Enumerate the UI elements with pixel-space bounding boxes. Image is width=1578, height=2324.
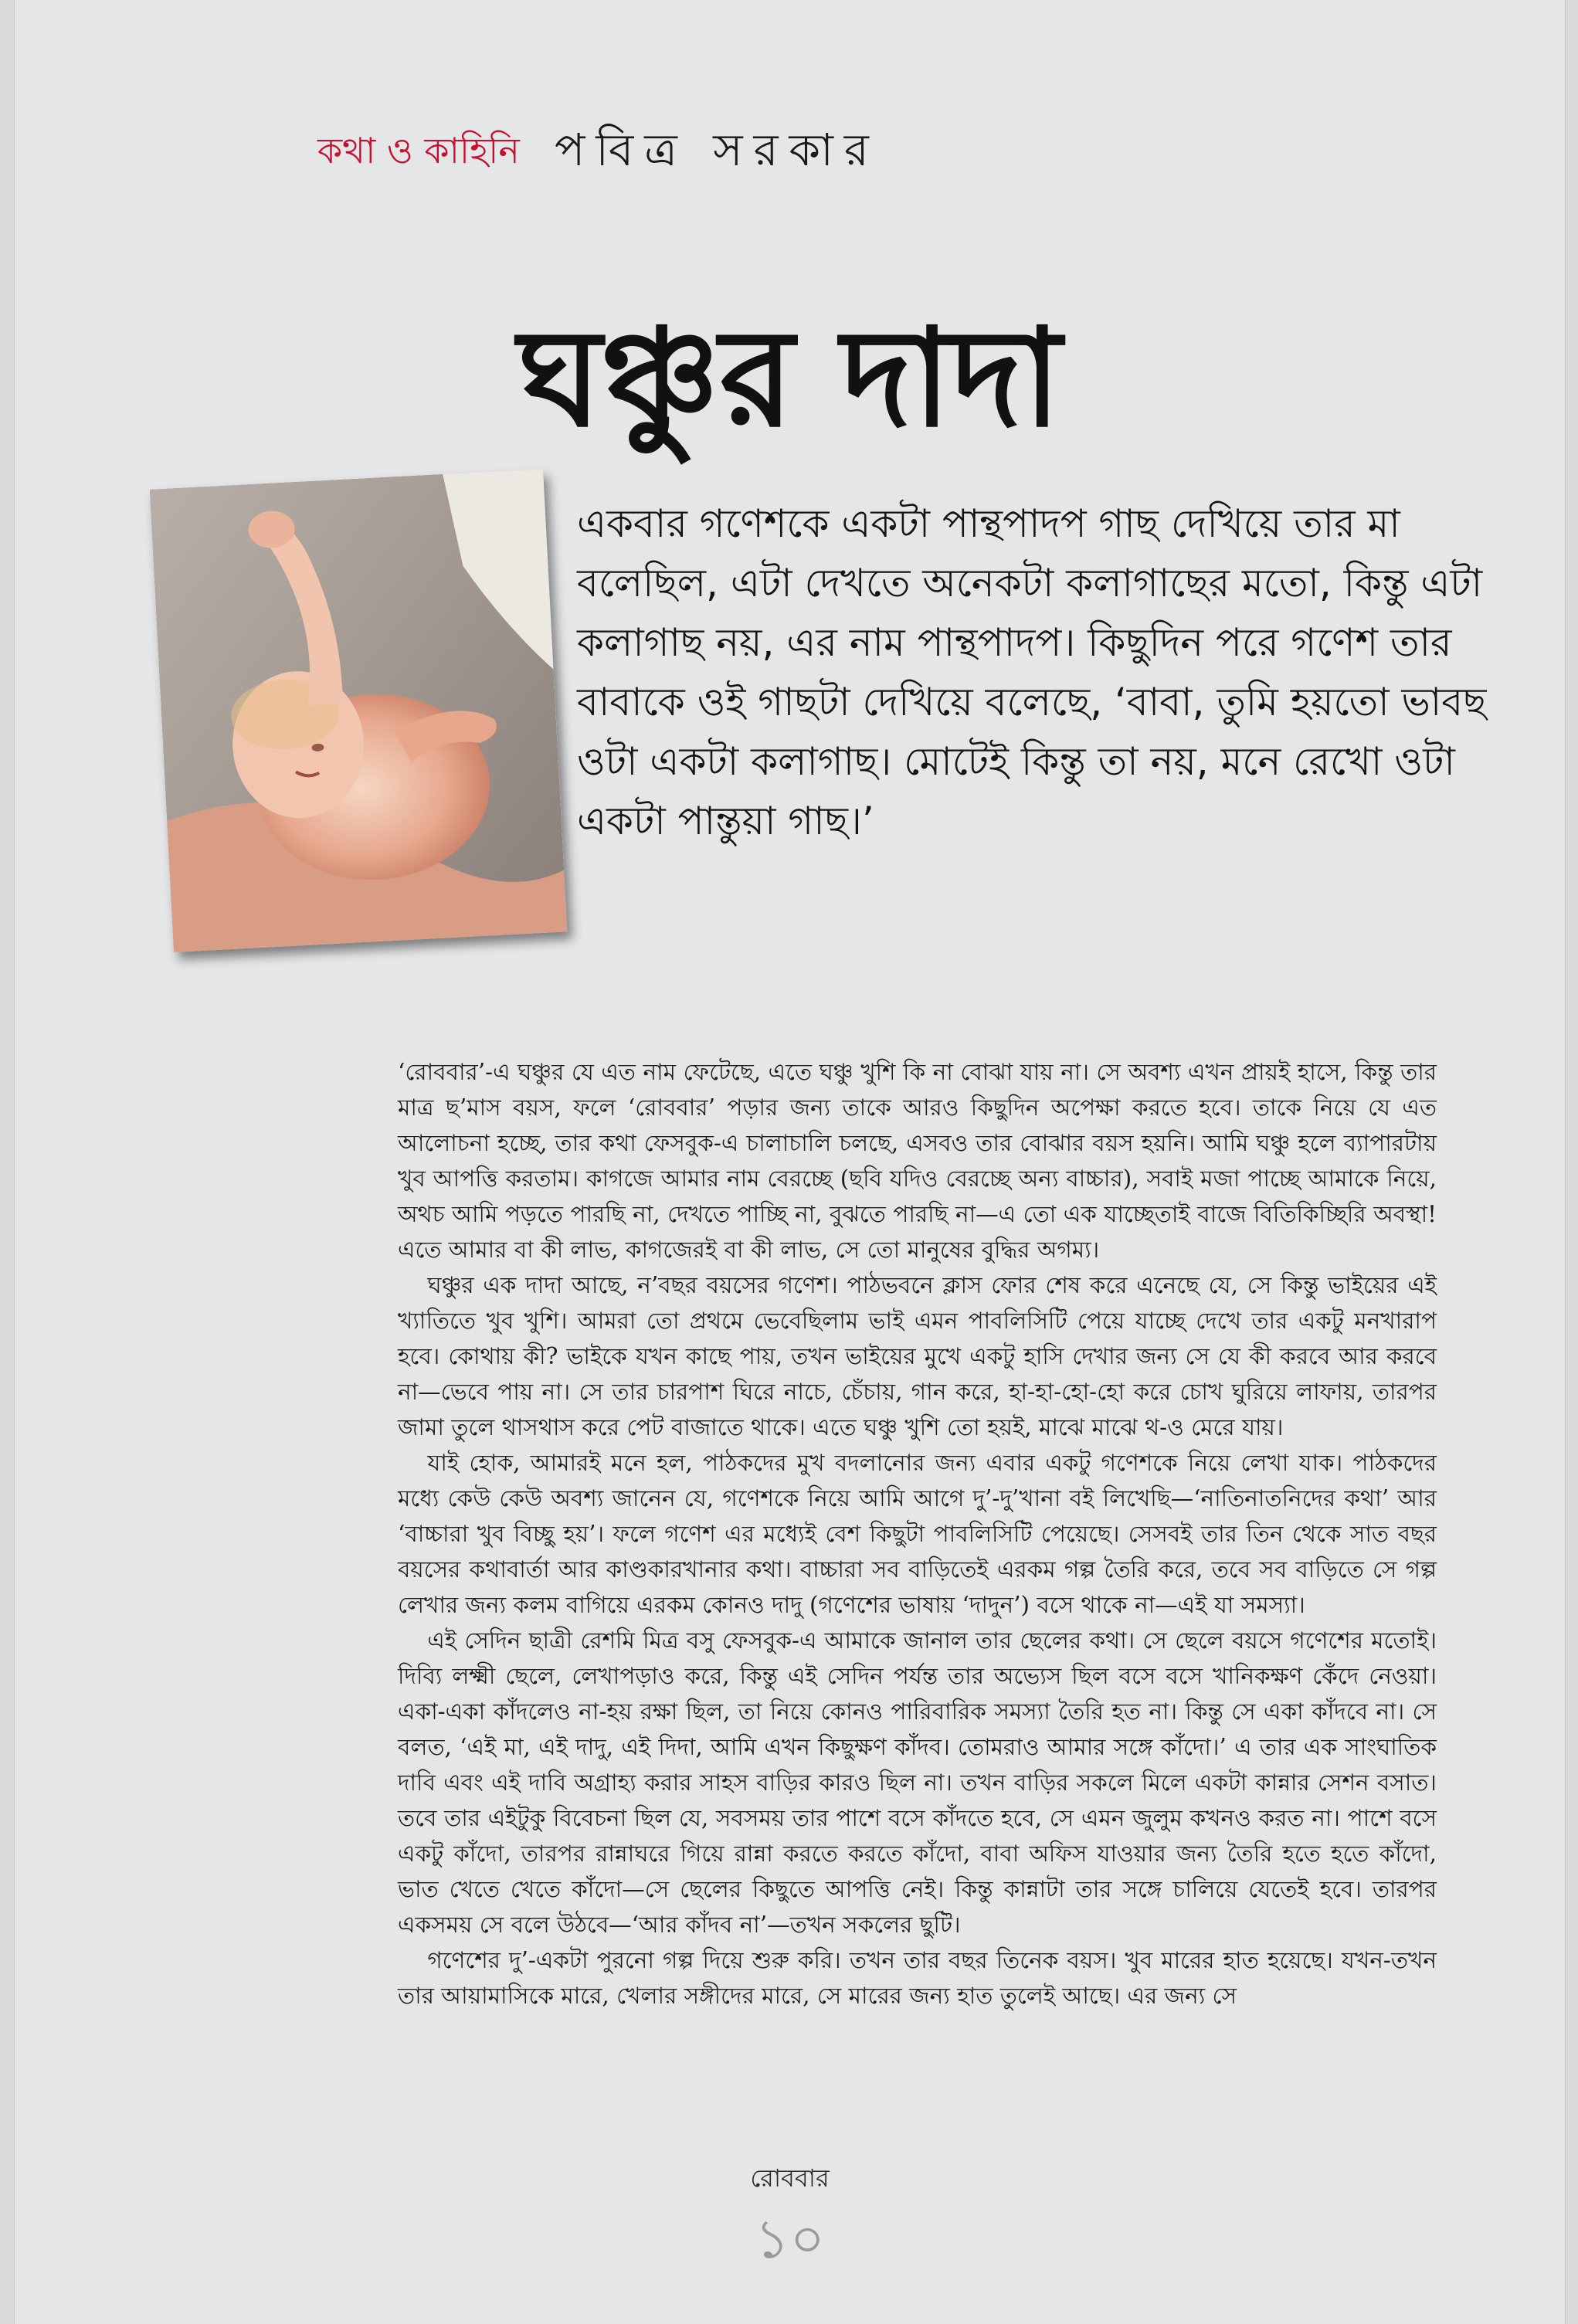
page-number: ১০ (755, 2207, 825, 2271)
body-paragraph: এই সেদিন ছাত্রী রেশমি মিত্র বসু ফেসবুক-এ আমাকে জানাল তার ছেলের কথা। সে ছেলে বয়সে গণেশের মতোই। দিব্যি লক্ষ্মী ছেলে, লেখাপড়াও করে, কিন্তু এই সেদিন পর্যন্ত তার অভ্যেস ছিল বসে বসে খানিকক্ষণ কেঁদে নেওয়া। একা-একা কাঁদলেও না-হয় রক্ষা ছিল, তা নিয়ে কোনও পারিবারিক সমস্যা তৈরি হত না। কিন্তু সে একা কাঁদবে না। সে বলত, ‘এই মা, এই দাদু, এই দিদা, আমি এখন কিছুক্ষণ কাঁদব। তোমরাও আমার সঙ্গে কাঁদো।’ এ তার এক সাংঘাতিক দাবি এবং এই দাবি অগ্রাহ্য করার সাহস বাড়ির কারও ছিল না। তখন বাড়ির সকলে মিলে একটা কান্নার সেশন বসাত। তবে তার এইটুকু বিবেচনা ছিল যে, সবসময় তার পাশে বসে কাঁদতে হবে, সে এমন জুলুম কখনও করত না। পাশে বসে একটু কাঁদো, তারপর রান্নাঘরে গিয়ে রান্না করতে করতে কাঁদো, বাবা অফিস যাওয়ার জন্য তৈরি হতে হতে কাঁদো, ভাত খেতে খেতে কাঁদো—সে ছেলের কিছুতে আপত্তি নেই। কিন্তু কান্নাটা তার সঙ্গে চালিয়ে যেতেই হবে। তারপর একসময় সে বলে উঠবে—‘আর কাঁদব না’—তখন সকলের ছুটি। (398, 1627, 1437, 1938)
magazine-name: রোববার (750, 2163, 830, 2193)
body-paragraph: যাই হোক, আমারই মনে হল, পাঠকদের মুখ বদলানোর জন্য এবার একটু গণেশকে নিয়ে লেখা যাক। পাঠকদের মধ্যে কেউ কেউ অবশ্য জানেন যে, গণেশকে নিয়ে আমি আগে দু’-দু’খানা বই লিখেছি—‘নাতিনাতনিদের কথা’ আর ‘বাচ্চারা খুব বিচ্ছু হয়’। ফলে গণেশ এর মধ্যেই বেশ কিছুটা পাবলিসিটি পেয়েছে। সেসবই তার তিন থেকে সাত বছর বয়সের কথাবার্তা আর কাণ্ডকারখানার কথা। বাচ্চারা সব বাড়িতেই এরকম গল্প তৈরি করে, তবে সব বাড়িতে সে গল্প লেখার জন্য কলম বাগিয়ে এরকম কোনও দাদু (গণেশের ভাষায় ‘দাদুন’) বসে থাকে না—এই যা সমস্যা। (398, 1450, 1437, 1618)
page-footer (15, 2159, 1565, 2288)
body-paragraph: ‘রোববার’-এ ঘঞ্চুর যে এত নাম ফেটেছে, এতে ঘঞ্চু খুশি কি না বোঝা যায় না। সে অবশ্য এখন প্রায়ই হাসে, কিন্তু তার মাত্র ছ’মাস বয়স, ফলে ‘রোববার’ পড়ার জন্য তাকে আরও কিছুদিন অপেক্ষা করতে হবে। তাকে নিয়ে যে এত আলোচনা হচ্ছে, তার কথা ফেসবুক-এ চালাচালি চলছে, এসবও তার বোঝার বয়স হয়নি। আমি ঘঞ্চু হলে ব্যাপারটায় খুব আপত্তি করতাম। কাগজে আমার নাম বেরচ্ছে (ছবি যদিও বেরচ্ছে অন্য বাচ্চার), সবাই মজা পাচ্ছে আমাকে নিয়ে, অথচ আমি পড়তে পারছি না, দেখতে পাচ্ছি না, বুঝতে পারছি না—এ তো এক যাচ্ছেতাই বাজে বিতিকিচ্ছিরি অবস্থা! এতে আমার বা কী লাভ, কাগজেরই বা কী লাভ, সে তো মানুষের বুদ্ধির অগম্য। (398, 1059, 1437, 1263)
section-label: কথা ও কাহিনি (317, 129, 520, 171)
magazine-page (14, 0, 1566, 2324)
baby-photo-icon (150, 469, 568, 952)
body-paragraph: ঘঞ্চুর এক দাদা আছে, ন’বছর বয়সের গণেশ। পাঠভবনে ক্লাস ফোর শেষ করে এনেছে যে, সে কিন্তু ভাইয়ের এই খ্যাতিতে খুব খুশি। আমরা তো প্রথমে ভেবেছিলাম ভাই এমন পাবলিসিটি পেয়ে যাচ্ছে দেখে তার একটু মনখারাপ হবে। কোথায় কী? ভাইকে যখন কাছে পায়, তখন ভাইয়ের মুখে একটু হাসি দেখার জন্য সে যে কী করবে আর করবে না—ভেবে পায় না। সে তার চারপাশ ঘিরে নাচে, চেঁচায়, গান করে, হা-হা-হো-হো করে চোখ ঘুরিয়ে লাফায়, তারপর জামা তুলে থাসথাস করে পেট বাজাতে থাকে। এতে ঘঞ্চু খুশি তো হয়ই, মাঝে মাঝে থ-ও মেরে যায়। (398, 1272, 1437, 1440)
body-paragraph: গণেশের দু’-একটা পুরনো গল্প দিয়ে শুরু করি। তখন তার বছর তিনেক বয়স। খুব মারের হাত হয়েছে। যখন-তখন তার আয়ামাসিকে মারে, খেলার সঙ্গীদের মারে, সে মারের জন্য হাত তুলেই আছে। এর জন্য সে (398, 1947, 1437, 2009)
article-body (398, 1054, 1437, 2014)
article-title: ঘঞ্চুর দাদা (518, 300, 1062, 457)
lead-paragraph: একবার গণেশকে একটা পান্থপাদপ গাছ দেখিয়ে তার মা বলেছিল, এটা দেখতে অনেকটা কলাগাছের মতো, কিন্তু এটা কলাগাছ নয়, এর নাম পান্থপাদপ। কিছুদিন পরে গণেশ তার বাবাকে ওই গাছটা দেখিয়ে বলেছে, ‘বাবা, তুমি হয়তো ভাবছ ওটা একটা কলাগাছ। মোটেই কিন্তু তা নয়, মনে রেখো ওটা একটা পান্তুয়া গাছ।’ (577, 501, 1487, 843)
byline (317, 116, 880, 191)
author-name: পবিত্র সরকার (554, 124, 880, 176)
